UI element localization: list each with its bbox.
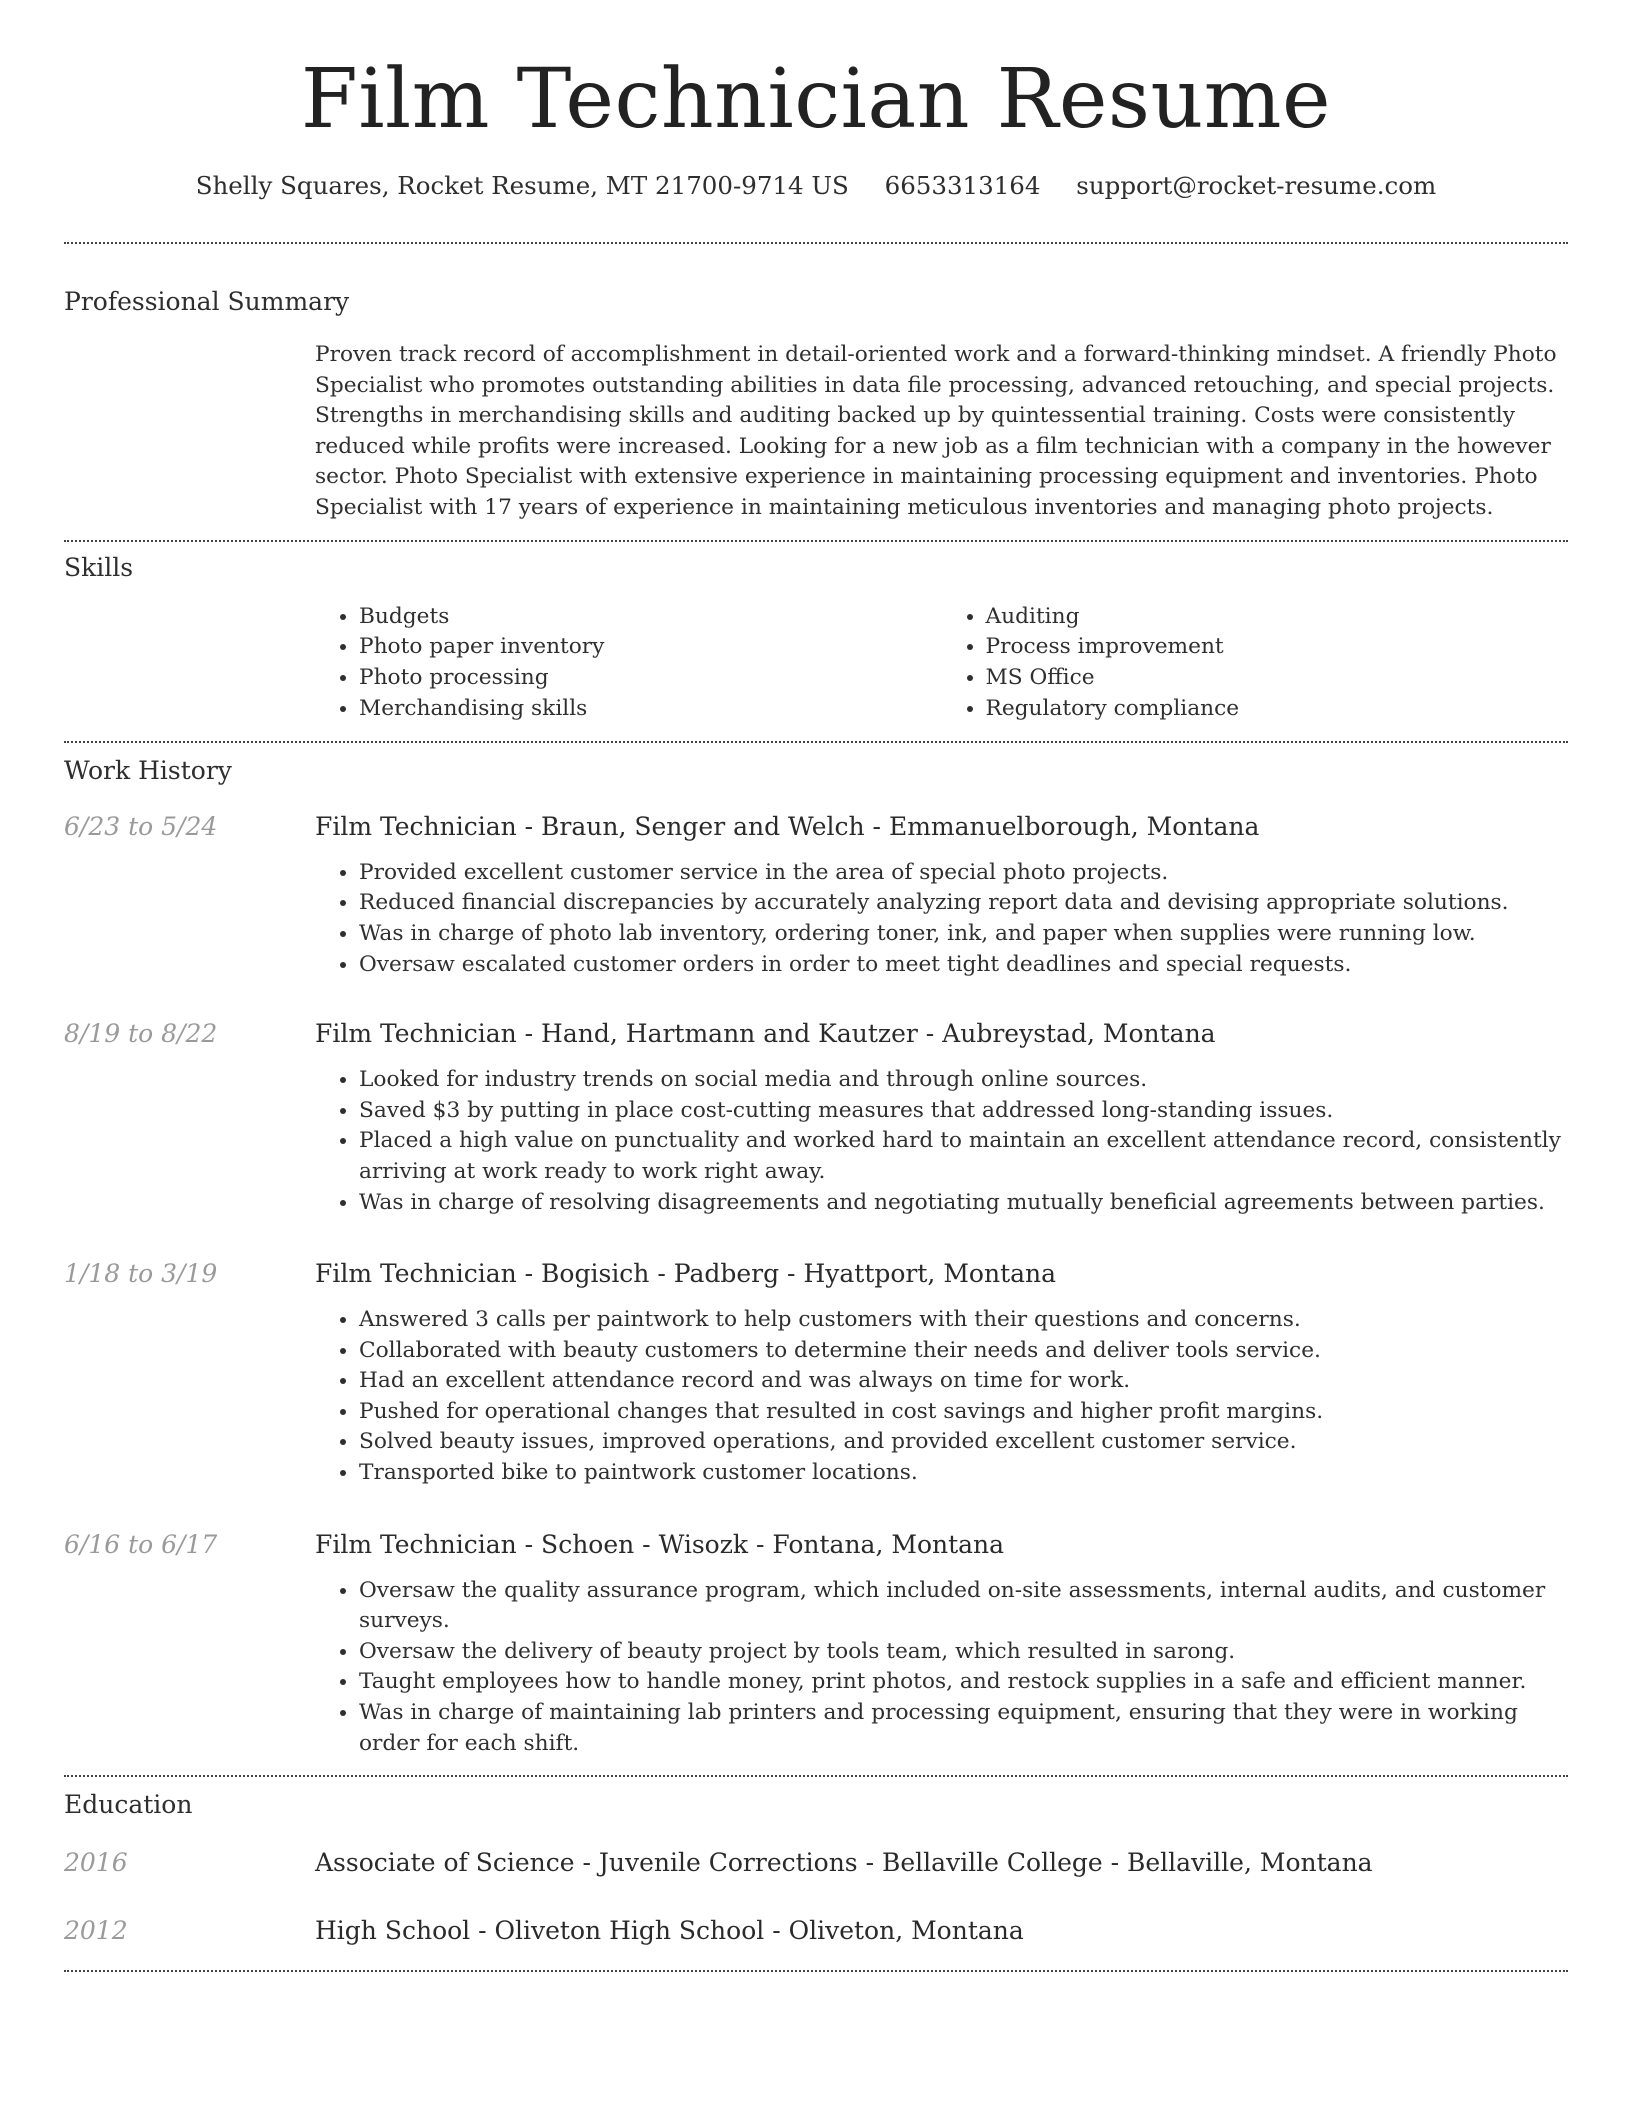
education-entry	[64, 1915, 1568, 1947]
job-bullet: • Transported bike to paintwork customer locations.	[359, 1458, 1568, 1489]
work-section	[64, 755, 1568, 1759]
job-bullet: • Was in charge of photo lab inventory, ordering toner, ink, and paper when supplies were running low.	[359, 919, 1568, 950]
job-bullets	[315, 858, 1568, 980]
section-divider	[64, 242, 1568, 244]
job-title: Film Technician - Bogisich - Padberg - Hyattport, Montana	[315, 1259, 1057, 1289]
job-bullet: • Was in charge of maintaining lab printers and processing equipment, ensuring that they were in working order for each shift.	[359, 1698, 1568, 1759]
education-year: 2016	[64, 1848, 128, 1878]
skill-item: • Auditing	[986, 602, 1569, 633]
skills-left-list	[315, 602, 942, 725]
education-title: High School - Oliveton High School - Oliveton, Montana	[315, 1916, 1024, 1946]
summary-text: Proven track record of accomplishment in detail-oriented work and a forward-thinking mindset. A friendly Photo Specialist who promotes outstanding abilities in data file processing, advanced retouching, and special projects. Strengths in merchandising skills and auditing backed up by quintessential training. Costs were consistently reduced while profits were increased. Looking for a new job as a film technician with a company in the however sector. Photo Specialist with extensive experience in maintaining processing equipment and inventories. Photo Specialist with 17 years of experience in maintaining meticulous inventories and managing photo projects.	[315, 342, 1557, 520]
education-year: 2012	[64, 1916, 128, 1946]
work-heading: Work History	[64, 755, 232, 785]
job-bullet: • Had an excellent attendance record and was always on time for work.	[359, 1366, 1568, 1397]
job-bullets	[315, 1065, 1568, 1218]
job-title: Film Technician - Hand, Hartmann and Kautzer - Aubreystad, Montana	[315, 1019, 1216, 1049]
resume-page	[64, 0, 1568, 1972]
skill-item: • Merchandising skills	[359, 694, 942, 725]
resume-title: Film Technician Resume	[300, 52, 1332, 147]
job-bullet: • Placed a high value on punctuality and worked hard to maintain an excellent attendance record, consistently arriving at work ready to work right away.	[359, 1126, 1568, 1187]
job-bullet: • Taught employees how to handle money, print photos, and restock supplies in a safe and efficient manner.	[359, 1667, 1568, 1698]
job-bullet: • Saved $3 by putting in place cost-cutting measures that addressed long-standing issues.	[359, 1096, 1568, 1127]
section-divider	[64, 1970, 1568, 1972]
section-divider	[64, 540, 1568, 542]
job-bullet: • Reduced financial discrepancies by accurately analyzing report data and devising appropriate solutions.	[359, 888, 1568, 919]
job-entry	[64, 1258, 1568, 1489]
job-bullet: • Was in charge of resolving disagreements and negotiating mutually beneficial agreements between parties.	[359, 1188, 1568, 1219]
job-bullet: • Solved beauty issues, improved operations, and provided excellent customer service.	[359, 1427, 1568, 1458]
section-divider	[64, 1775, 1568, 1777]
skill-item: • Process improvement	[986, 632, 1569, 663]
job-bullet: • Oversaw the delivery of beauty project by tools team, which resulted in sarong.	[359, 1637, 1568, 1668]
skill-item: • Photo paper inventory	[359, 632, 942, 663]
summary-heading: Professional Summary	[64, 287, 350, 316]
job-bullet: • Provided excellent customer service in the area of special photo projects.	[359, 858, 1568, 889]
contact-address: Shelly Squares, Rocket Resume, MT 21700-9714 US	[195, 171, 849, 200]
job-bullets	[315, 1576, 1568, 1760]
job-bullet: • Pushed for operational changes that resulted in cost savings and higher profit margins.	[359, 1397, 1568, 1428]
job-dates: 8/19 to 8/22	[64, 1019, 218, 1049]
education-title: Associate of Science - Juvenile Corrections - Bellaville College - Bellaville, Montana	[315, 1848, 1373, 1878]
job-dates: 6/23 to 5/24	[64, 811, 218, 841]
job-entry	[64, 1018, 1568, 1218]
contact-phone: 6653313164	[884, 171, 1041, 200]
job-entry	[64, 1529, 1568, 1760]
skills-section	[64, 552, 1568, 725]
job-bullet: • Looked for industry trends on social media and through online sources.	[359, 1065, 1568, 1096]
skill-item: • MS Office	[986, 663, 1569, 694]
job-title: Film Technician - Braun, Senger and Welch - Emmanuelborough, Montana	[315, 811, 1260, 841]
skill-item: • Photo processing	[359, 663, 942, 694]
summary-section	[64, 286, 1568, 524]
education-section	[64, 1789, 1568, 1947]
skill-item: • Budgets	[359, 602, 942, 633]
education-entry	[64, 1847, 1568, 1879]
job-entry	[64, 811, 1568, 980]
job-bullet: • Oversaw escalated customer orders in order to meet tight deadlines and special requests.	[359, 950, 1568, 981]
education-heading: Education	[64, 1790, 193, 1820]
job-dates: 1/18 to 3/19	[64, 1259, 218, 1289]
job-bullet: • Collaborated with beauty customers to determine their needs and deliver tools service.	[359, 1336, 1568, 1367]
skills-heading: Skills	[64, 552, 134, 582]
job-title: Film Technician - Schoen - Wisozk - Fontana, Montana	[315, 1529, 1005, 1559]
section-divider	[64, 741, 1568, 743]
job-dates: 6/16 to 6/17	[64, 1529, 218, 1559]
job-bullet: • Answered 3 calls per paintwork to help customers with their questions and concerns.	[359, 1305, 1568, 1336]
job-bullet: • Oversaw the quality assurance program, which included on-site assessments, internal audits, and customer surveys.	[359, 1576, 1568, 1637]
skills-columns	[315, 602, 1568, 725]
skill-item: • Regulatory compliance	[986, 694, 1569, 725]
contact-line	[64, 170, 1568, 202]
skills-right-list	[942, 602, 1569, 725]
job-bullets	[315, 1305, 1568, 1489]
contact-email: support@rocket-resume.com	[1076, 171, 1437, 200]
